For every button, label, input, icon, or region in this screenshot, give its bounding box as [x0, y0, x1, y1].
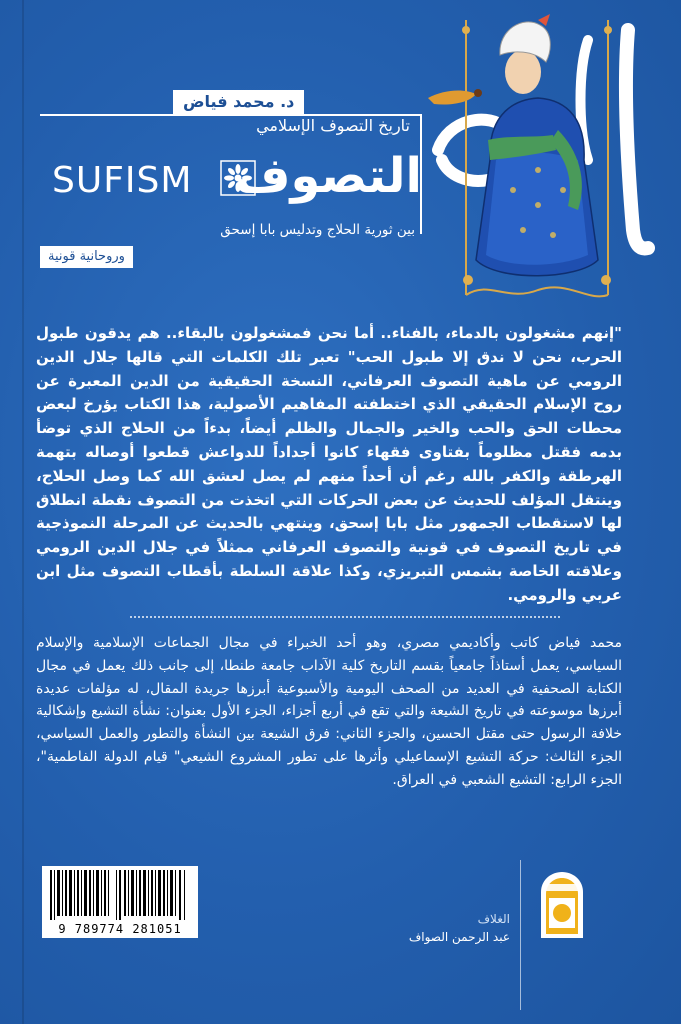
- barcode: [42, 866, 198, 938]
- vertical-divider: [520, 860, 521, 1010]
- subtitle-line-1: بين ثورية الحلاج وتدليس بابا إسحق: [220, 222, 415, 238]
- title-arabic: التصوف: [234, 148, 422, 204]
- spine-fold: [22, 0, 24, 1024]
- publisher-logo-icon: [537, 870, 587, 940]
- subtitle-line-2: وروحانية قونية: [40, 246, 133, 268]
- series-title: تاريخ التصوف الإسلامي: [256, 116, 410, 135]
- author-name: د. محمد فياض: [173, 90, 304, 114]
- isbn-number: 9 789774 281051: [58, 922, 182, 936]
- cover-credit-label: الغلاف: [477, 912, 510, 926]
- cover-designer-name: عبد الرحمن الصواف: [408, 930, 510, 944]
- barcode-bars-icon: [48, 870, 192, 920]
- synopsis-text: "إنهم مشغولون بالدماء، بالفناء.. أما نحن فمشغولون بالبقاء.. هم يدقون طبول الحرب، نحن لا ندق إلا طبول الحب" تعبر تلك الكلمات التي قالها جلال الدين الرومي عن ماهية التصوف العرفاني، النسخة الحقيقية من الدين المعبرة عن روح الإسلام الحقيقي الذي اختطفته المفاهيم الأصولية، هذا الكتاب يؤرخ لبعض محطات الحق والحب والخير والجمال والظلم أيضاً، بدءاً من الحلاج الذي توضأ بدمه فقتل مظلوماً بفتاوى فقهاء كانوا أجداداً للدواعش قطعوا أوصاله بتهمة الهرطقة والكفر بالله رغم أن أحداً منهم لم يصل لعشق الله كما وصل الحلاج، وينتقل المؤلف للحديث عن بعض الحركات التي اتخذت من التصوف نقطة انطلاق لها لاستقطاب الجمهور مثل بابا إسحق، وينتهي بالحديث عن المرحلة النموذجية في تاريخ التصوف في قونية والتصوف العرفاني ممثلاً في جلال الدين الرومي وعلاقته الخاصة بشمس التبريزي، وكذا علاقة السلطة بأقطاب التصوف مثل ابن عربي والرومي.: [36, 324, 622, 604]
- author-bio-text: محمد فياض كاتب وأكاديمي مصري، وهو أحد الخبراء في مجال الجماعات الإسلامية والإسلام السياسي، يعمل أستاذاً جامعياً بقسم التاريخ كلية الآداب جامعة طنطا، إلى جانب ذلك يعمل في مجال الكتابة الصحفية في العديد من الصحف اليومية والأسبوعية أبرزها جريدة المقال، له مؤلفات عديدة أبرزها موسوعته في تاريخ الشيعة والتي تقع في أربع أجزاء، الجزء الأول بعنوان: نشأة التشيع وإشكالية خلافة الرسول حتى مقتل الحسين، والجزء الثاني: فرق الشيعة بين النشأة والتطور والعمل السياسي، الجزء الثالث: حركة التشيع الإسماعيلي وأثرها على تطور المشروع الشيعي" قيام الدولة الفاطمية"، الجزء الرابع: التشيع الشعبي في العراق.: [36, 635, 622, 788]
- title-english: SUFISM: [52, 160, 193, 201]
- miniature-illustration: [428, 10, 660, 305]
- section-divider: [130, 616, 560, 618]
